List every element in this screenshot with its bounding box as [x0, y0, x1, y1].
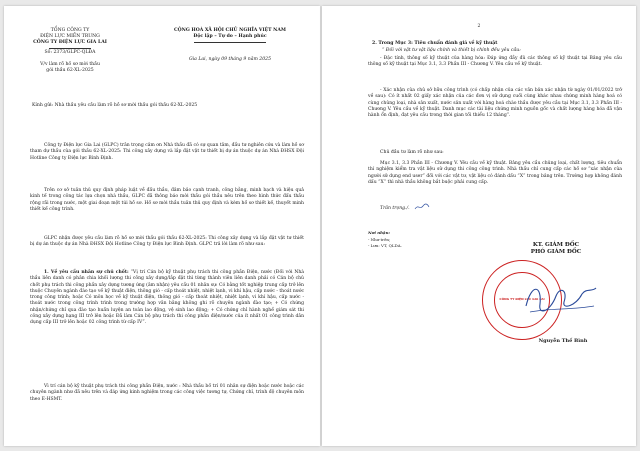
initial-mark — [414, 203, 430, 211]
nation-line-1: CỘNG HOÀ XÃ HỘI CHỦ NGHĨA VIỆT NAM — [174, 28, 286, 33]
paragraph-intro: Công ty Điện lực Gia Lai (GLPC) trân trọng cảm ơn Nhà thầu đã có sự quan tâm, đầu tư nghiên cứu và làm hồ sơ tham dự thầu của gói thầu 62-XL-2025: Thi công xây dựng và lắp đặt vật tư thiết bị dự án thuộc dự án Nhà ĐHSX Đội Hotline Công ty Điện lực Bình Định. — [30, 143, 304, 161]
subject-line-1: V/v làm rõ hồ sơ mời thầu — [40, 62, 100, 67]
section-2-heading: 2. Trong Mục 3: Tiêu chuẩn đánh giá về kỹ thuật — [372, 41, 498, 46]
subject-line-2: gói thầu 62-XL-2025 — [46, 68, 94, 73]
org-line-3: CÔNG TY ĐIỆN LỰC GIA LAI — [33, 40, 107, 45]
org-underline — [49, 48, 91, 49]
document-page-2 — [322, 6, 636, 446]
section-1-body: “Vị trí Cán bộ kỹ thuật phụ trách thi công phần Điện, nước (Đối với Nhà thầu liên danh có phân chia khối lượng thi công xây dựng/lắp đặt thì từng thành viên liên danh phải có Cán bộ chủ chốt phụ trách thi công phần xây dựng tương ứng (âm nhận) yêu cầu 01 nhân sự: Có bằng tốt nghiệp trung cấp trở lên thuộc Chuyên ngành đào tạo về kỹ thuật điện, thông gió - cấp thoát nhiệt, nhiệt lạnh, vi khí hậu, cấp nước - thoát nước trong công trình; hoặc Có môn học về kỹ thuật điện, thông gió - cấp thoát nhiệt, nhiệt lạnh, vi khí hậu, cấp nước - thoát nước trong công trình trình trong trường hợp văn bằng không ghi rõ chuyên ngành đào tạo; + Có chứng nhận/chứng chỉ qua đào tạo huấn luyện an toàn lao động, vệ sinh lao động; + Có chứng chỉ hành nghề giám sát thi công xây dựng hạng III trở lên hoặc Đã làm Cán bộ phụ trách thi công phần điện/nước của ít nhất 01 công trình dân dụng cấp III trở lên hoặc 02 công trình từ cấp IV”. — [30, 270, 304, 325]
clarification-paragraph: Mục 3.1, 3.3 Phần III - Chương V. Yêu cầu về kỹ thuật. Bảng yêu cầu chủng loại, chất lượng, tiêu chuẩn thí nghiệm kiểm tra vật liệu sử dụng thi công công trình. Nhà thầu chỉ cung cấp các hồ sơ “xác nhận của người sử dụng end user” đối với các vật tư, vật liệu có đánh dấu “X” trong bảng trên. Trường hợp không đánh dấu “X” thì nhà thầu không bắt buộc phải cung cấp. — [368, 161, 622, 185]
nation-underline — [194, 42, 266, 43]
section-2-spec-paragraph: - Đặc tính, thông số kỹ thuật của hàng hóa: Đáp ứng đầy đủ các thông số kỹ thuật tại Bảng yêu cầu thông số kỹ thuật tại Mục 3.1, 3.3 Phần III - Chương V. Yêu cầu về kỹ thuật. — [368, 56, 622, 68]
signature — [520, 276, 600, 321]
nation-line-2: Độc lập – Tự do – Hạnh phúc — [193, 34, 267, 39]
page-number: 2 — [477, 24, 481, 29]
section-2-quote: “ Đối với vật tư vật liệu chính và thiết bị chính đều yêu cầu: — [382, 48, 521, 53]
place-date: Gia Lai, ngày 09 tháng 9 năm 2025 — [188, 57, 271, 62]
recipient-item-1: - Như trên; — [368, 237, 391, 242]
recipient-line: Kính gửi: Nhà thầu yêu cầu làm rõ hồ sơ mời thầu gói thầu 62-XL-2025 — [32, 103, 198, 108]
section-2-certificate-paragraph: - Xác nhận của chủ sở hữu công trình (có chấp nhận của các văn bản xác nhận từ ngày 01/01/2022 trở về sau): Có ít nhất 02 giấy xác nhận của các đơn vị sử dụng cuối cùng khác nhau chứng minh hàng hoá có cùng chủng loại, nhà sản xuất, nước sản xuất với hàng hoá chào thầu được yêu cầu tại Mục 3.1, 3.3 Phần III - Chương V. Yêu cầu về kỹ thuật. Danh mục các tài liệu chứng minh nguồn gốc và chất lượng hàng hóa đã vận hành ổn định, đạt yêu cầu trong thời gian tối thiểu 12 tháng”. — [368, 88, 622, 118]
paragraph-basis: Trên cơ sở tuân thủ quy định pháp luật về đấu thầu, đảm bảo cạnh tranh, công bằng, minh bạch và hiệu quả kinh tế trong công tác lựa chọn nhà thầu, GLPC đã thông báo mời thầu gói thầu nêu trên theo hình thức đấu thầu rộng rãi trong nước, một giai đoạn một túi hồ sơ. Hồ sơ mời thầu tuân thủ quy định và kèm hồ sơ thiết kế, thuyết minh thiết kế công trình. — [30, 188, 304, 212]
section-1 — [30, 270, 304, 326]
signer-name: Nguyễn Thế Bình — [538, 338, 588, 344]
clarification-intro: Chủ đầu tư làm rõ như sau: — [380, 150, 444, 155]
signer-title-2: PHÓ GIÁM ĐỐC — [530, 249, 582, 255]
org-line-1: TỔNG CÔNG TY — [50, 28, 90, 33]
document-page-1 — [4, 6, 320, 446]
recipients-title: Nơi nhận: — [368, 230, 391, 235]
signer-title-1: KT. GIÁM ĐỐC — [532, 242, 580, 248]
closing-line: Trân trọng./. — [380, 206, 410, 211]
doc-number: Số: 2373/GLPC-QLĐA — [44, 50, 96, 55]
org-line-2: ĐIỆN LỰC MIỀN TRUNG — [40, 34, 100, 39]
paragraph-answer-1: Vì trí cán bộ kỹ thuật phụ trách thi công phần Điện, nước : Nhà thầu bố trí 01 nhân sự điện hoặc nước hoặc các chuyên ngành như đã nêu trên và đáp ứng kinh nghiệm trong các công việc tương tự, Chứng chỉ, trình độ chuyên môn theo E-HSMT. — [30, 384, 304, 402]
recipient-item-2: - Lưu: VT, QLDA. — [368, 243, 402, 248]
section-1-heading: 1. Về yêu cầu nhân sự chủ chốt: — [44, 270, 129, 275]
stamp-text: CÔNG TY ĐIỆN LỰC GIA LAI — [494, 272, 551, 329]
paragraph-request: GLPC nhận được yêu cầu làm rõ hồ sơ mời thầu gói thầu 62-XL-2025: Thi công xây dựng và lắp đặt vật tư thiết bị dự án thuộc dự án Nhà ĐHSX Đội Hotline Công ty Điện lực Bình Định. GLPC trả lời làm rõ như sau: — [30, 236, 304, 248]
